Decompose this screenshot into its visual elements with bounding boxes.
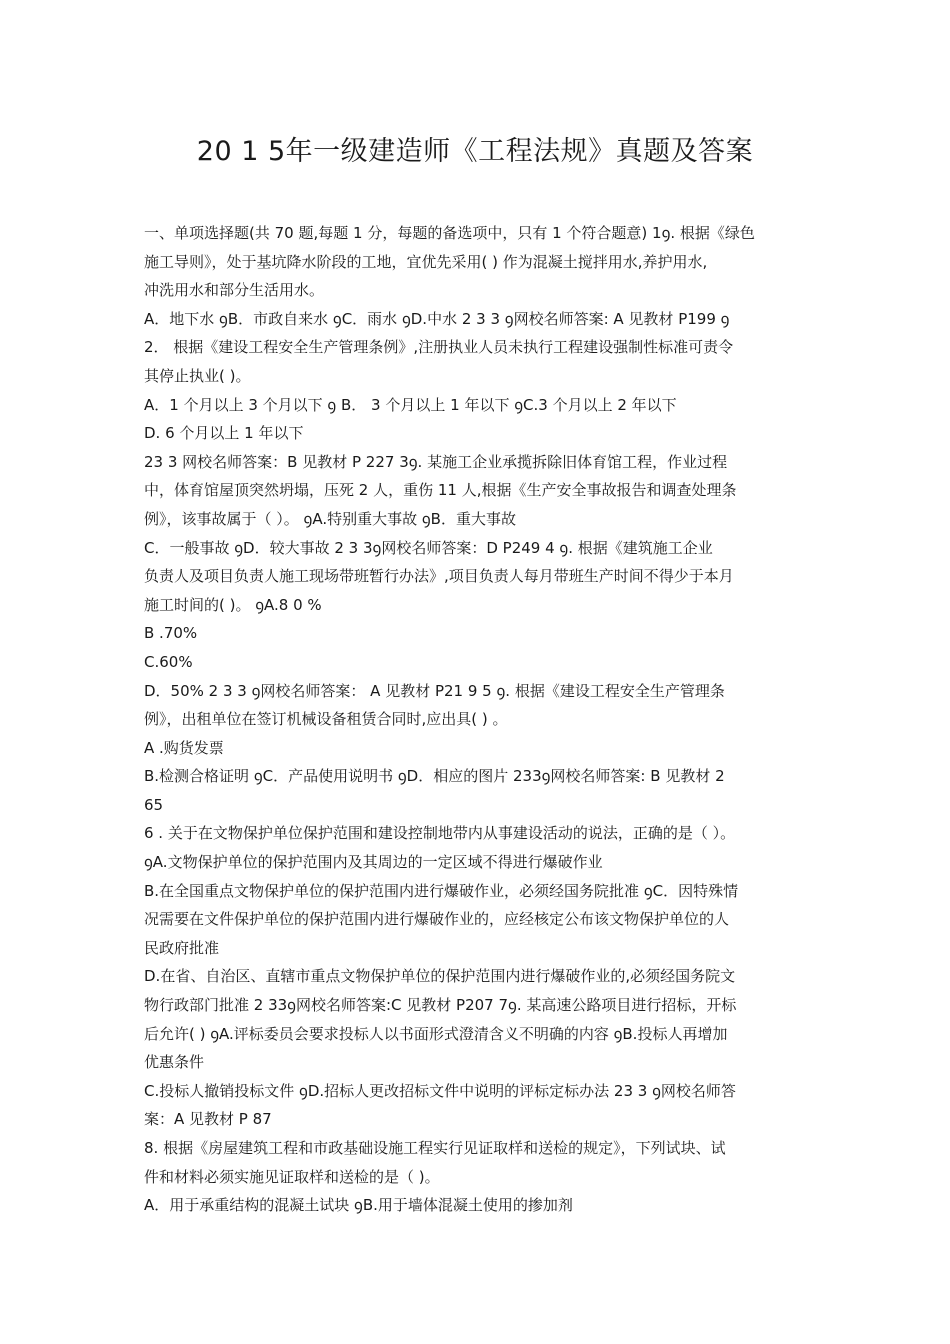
text-line: 施工时间的( )。 ꝯA.8 0 % — [144, 595, 322, 614]
text-line: C.60% — [144, 652, 193, 671]
text-line: 况需要在文件保护单位的保护范围内进行爆破作业的，应经核定公布该文物保护单位的人 — [144, 910, 730, 929]
document-title: 20 1 5年一级建造师《工程法规》真题及答案 — [196, 136, 754, 167]
text-line: A．用于承重结构的混凝土试块 ꝯB.用于墙体混凝土使用的掺加剂 — [144, 1196, 573, 1215]
text-line: D.在省、自治区、直辖市重点文物保护单位的保护范围内进行爆破作业的,必须经国务院文 — [144, 967, 736, 986]
text-line: A．地下水 ꝯB．市政自来水 ꝯC．雨水 ꝯD.中水 2 3 3 ꝯ网校名师答案: A 见教材 P199 ꝯ — [144, 309, 730, 328]
text-line: D．50% 2 3 3 ꝯ网校名师答案： A 见教材 P21 9 5 ꝯ. 根据《建设工程安全生产管理条 — [144, 681, 725, 700]
text-line: 其停止执业( )。 — [144, 366, 251, 385]
text-line: 中，体育馆屋顶突然坍塌，压死 2 人，重伤 11 人,根据《生产安全事故报告和调查处理条 — [144, 481, 737, 500]
text-line: 案：A 见教材 P 87 — [144, 1110, 272, 1129]
text-line: 施工导则》，处于基坑降水阶段的工地，宜优先采用( ) 作为混凝土搅拌用水,养护用水, — [144, 252, 708, 271]
text-line: 2． 根据《建设工程安全生产管理条例》,注册执业人员未执行工程建设强制性标准可责令 — [144, 338, 734, 357]
text-line: B.检测合格证明 ꝯC．产品使用说明书 ꝯD．相应的图片 233ꝯ网校名师答案: B 见教材 2 — [144, 767, 725, 786]
text-line: B.在全国重点文物保护单位的保护范围内进行爆破作业，必须经国务院批准 ꝯC．因特殊情 — [144, 881, 739, 900]
text-line: 8. 根据《房屋建筑工程和市政基础设施工程实行见证取样和送检的规定》，下列试块、试 — [144, 1139, 726, 1157]
text-line: 件和材料必须实施见证取样和送检的是（ )。 — [144, 1167, 440, 1186]
text-line: D. 6 个月以上 1 年以下 — [144, 424, 304, 443]
text-line: 65 — [144, 795, 164, 814]
text-line: A .购货发票 — [144, 738, 224, 757]
text-line: 冲洗用水和部分生活用水。 — [144, 281, 325, 300]
text-line: 负责人及项目负责人施工现场带班暂行办法》,项目负责人每月带班生产时间不得少于本月 — [144, 567, 734, 586]
text-line: 6 . 关于在文物保护单位保护范围和建设控制地带内从事建设活动的说法，正确的是（ ）。 — [144, 824, 736, 843]
text-line: C.投标人撤销投标文件 ꝯD.招标人更改招标文件中说明的评标定标办法 23 3 ꝯ网校名师答 — [144, 1081, 736, 1100]
text-line: 民政府批准 — [144, 938, 220, 957]
text-line: 23 3 网校名师答案：B 见教材 P 227 3ꝯ. 某施工企业承揽拆除旧体育馆工程，作业过程 — [144, 452, 728, 471]
text-line: ꝯA.文物保护单位的保护范围内及其周边的一定区域不得进行爆破作业 — [144, 853, 603, 872]
text-line: C．一般事故 ꝯD．较大事故 2 3 3ꝯ网校名师答案：D P249 4 ꝯ. 根据《建筑施工企业 — [144, 538, 713, 557]
text-line: 后允许( ) ꝯA.评标委员会要求投标人以书面形式澄清含义不明确的内容 ꝯB.投标人再增加 — [144, 1024, 728, 1043]
text-line: B .70% — [144, 624, 198, 643]
document-body — [144, 219, 816, 1220]
text-line: 例》，出租单位在签订机械设备租赁合同时,应出具( ) 。 — [144, 710, 508, 729]
text-line: 例》，该事故属于（ ）。 ꝯA.特别重大事故 ꝯB．重大事故 — [144, 509, 516, 528]
text-line: 物行政部门批准 2 33ꝯ网校名师答案:C 见教材 P207 7ꝯ. 某高速公路项目进行招标，开标 — [144, 996, 737, 1015]
text-line: 优惠条件 — [144, 1053, 205, 1072]
text-line: A．1 个月以上 3 个月以下 ꝯ B． 3 个月以上 1 年以下 ꝯC.3 个月以上 2 年以下 — [144, 395, 677, 414]
text-line: 一、单项选择题(共 70 题,每题 1 分，每题的备选项中，只有 1 个符合题意) 1ꝯ. 根据《绿色 — [144, 224, 755, 242]
